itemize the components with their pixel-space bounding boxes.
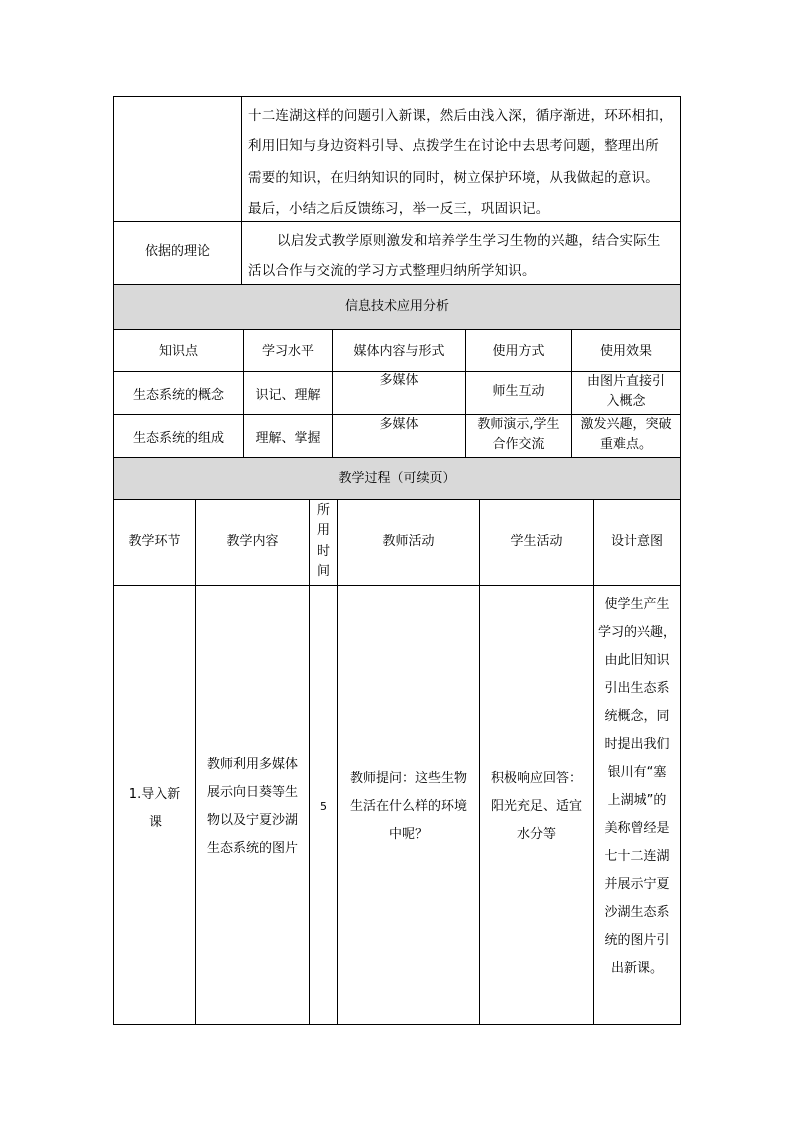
- top-label-cell: [113, 96, 242, 222]
- process-row-stage-line2: 课: [149, 815, 163, 830]
- it-row1-level-text: 识记、理解: [255, 388, 321, 403]
- theory-line-2: 活以合作与交流的学习方式整理归纳所学知识。: [248, 263, 536, 279]
- process-row-content-line3: 物以及宁夏沙湖: [206, 813, 298, 828]
- top-line-3: 需要的知识，在归纳知识的同时，树立保护环境，从我做起的意识。: [248, 170, 659, 186]
- it-section-title: 信息技术应用分析: [344, 299, 449, 314]
- process-header-content-text: 教学内容: [226, 534, 279, 549]
- process-row-intent-line12: 沙湖生态系: [604, 905, 670, 920]
- process-row-intent-line5: 统概念，同: [604, 709, 670, 724]
- process-row-teacher-line1: 教师提问：这些生物: [349, 771, 467, 786]
- process-row-intent-line4: 引出生态系: [604, 681, 670, 696]
- process-row-teacher-line3: 中呢？: [388, 827, 428, 842]
- it-header-media-text: 媒体内容与形式: [353, 344, 445, 359]
- it-header-effect-text: 使用效果: [599, 344, 652, 359]
- theory-label: 依据的理论: [144, 244, 210, 259]
- process-row-stage-line1: 1.导入新: [128, 787, 181, 802]
- it-header-level-text: 学习水平: [261, 344, 314, 359]
- it-row2-effect-line2: 重难点。: [599, 437, 652, 452]
- process-header-time-char4: 间: [316, 564, 330, 579]
- process-row-content-line4: 生态系统的图片: [206, 841, 298, 856]
- it-row2-method-line2: 合作交流: [492, 437, 545, 452]
- process-row-intent-line14: 出新课。: [610, 961, 663, 976]
- process-row-intent-line11: 并展示宁夏: [604, 877, 670, 892]
- it-row1-point-text: 生态系统的概念: [132, 388, 224, 403]
- process-header-intent-text: 设计意图: [610, 534, 663, 549]
- it-row1-effect-line1: 由图片直接引: [586, 374, 665, 389]
- process-row-student-line2: 阳光充足、适宜: [490, 799, 582, 814]
- top-line-4: 最后，小结之后反馈练习，举一反三，巩固识记。: [248, 201, 550, 217]
- process-row-student-line1: 积极响应回答：: [490, 771, 582, 786]
- it-row2-method-line1: 教师演示,学生: [477, 417, 560, 432]
- it-header-method-text: 使用方式: [492, 344, 545, 359]
- process-row-teacher-line2: 生活在什么样的环境: [349, 799, 467, 814]
- process-row-intent-line10: 七十二连湖: [604, 849, 670, 864]
- process-header-stage-text: 教学环节: [128, 534, 181, 549]
- process-row-intent-line13: 统的图片引: [604, 933, 670, 948]
- it-row1-media-text: 多媒体: [379, 373, 419, 388]
- it-row2-effect-line1: 激发兴趣，突破: [580, 417, 672, 432]
- process-row-intent-line8: 上湖城”的: [607, 793, 667, 808]
- process-row-intent-line2: 学习的兴趣，: [597, 625, 676, 640]
- it-row2-level-text: 理解、掌握: [255, 431, 321, 446]
- process-row-student-line3: 水分等: [516, 827, 556, 842]
- process-row-intent-line1: 使学生产生: [604, 597, 670, 612]
- top-line-2: 利用旧知与身边资料引导、点拨学生在讨论中去思考问题，整理出所: [248, 138, 659, 154]
- process-row-time-value: 5: [320, 800, 327, 813]
- process-row-intent-line9: 美称曾经是: [604, 821, 670, 836]
- process-header-time-char3: 时: [316, 544, 330, 559]
- process-header-time-char1: 所: [316, 503, 330, 518]
- it-row2-media-text: 多媒体: [379, 417, 419, 432]
- process-row-intent-line6: 时提出我们: [604, 737, 670, 752]
- it-row2-point-text: 生态系统的组成: [132, 431, 224, 446]
- top-line-1: 十二连湖这样的问题引入新课，然后由浅入深，循序渐进，环环相扣，: [248, 108, 673, 124]
- process-row-content-line1: 教师利用多媒体: [206, 757, 298, 772]
- it-row1-effect-line2: 入概念: [606, 394, 646, 409]
- process-row-intent-line7: 银川有“塞: [607, 765, 667, 780]
- it-header-point-text: 知识点: [158, 344, 198, 359]
- process-header-teacher-text: 教师活动: [382, 534, 435, 549]
- process-row-content-line2: 展示向日葵等生: [206, 785, 298, 800]
- process-header-student-text: 学生活动: [510, 534, 563, 549]
- process-row-intent-line3: 由此旧知识: [604, 653, 670, 668]
- it-row1-method-text: 师生互动: [492, 384, 545, 399]
- process-section-title: 教学过程（可续页）: [338, 471, 456, 486]
- theory-line-1: 以启发式教学原则激发和培养学生学习生物的兴趣，结合实际生: [277, 233, 661, 249]
- process-row-content: [195, 585, 310, 1025]
- process-header-time-char2: 用: [316, 523, 330, 538]
